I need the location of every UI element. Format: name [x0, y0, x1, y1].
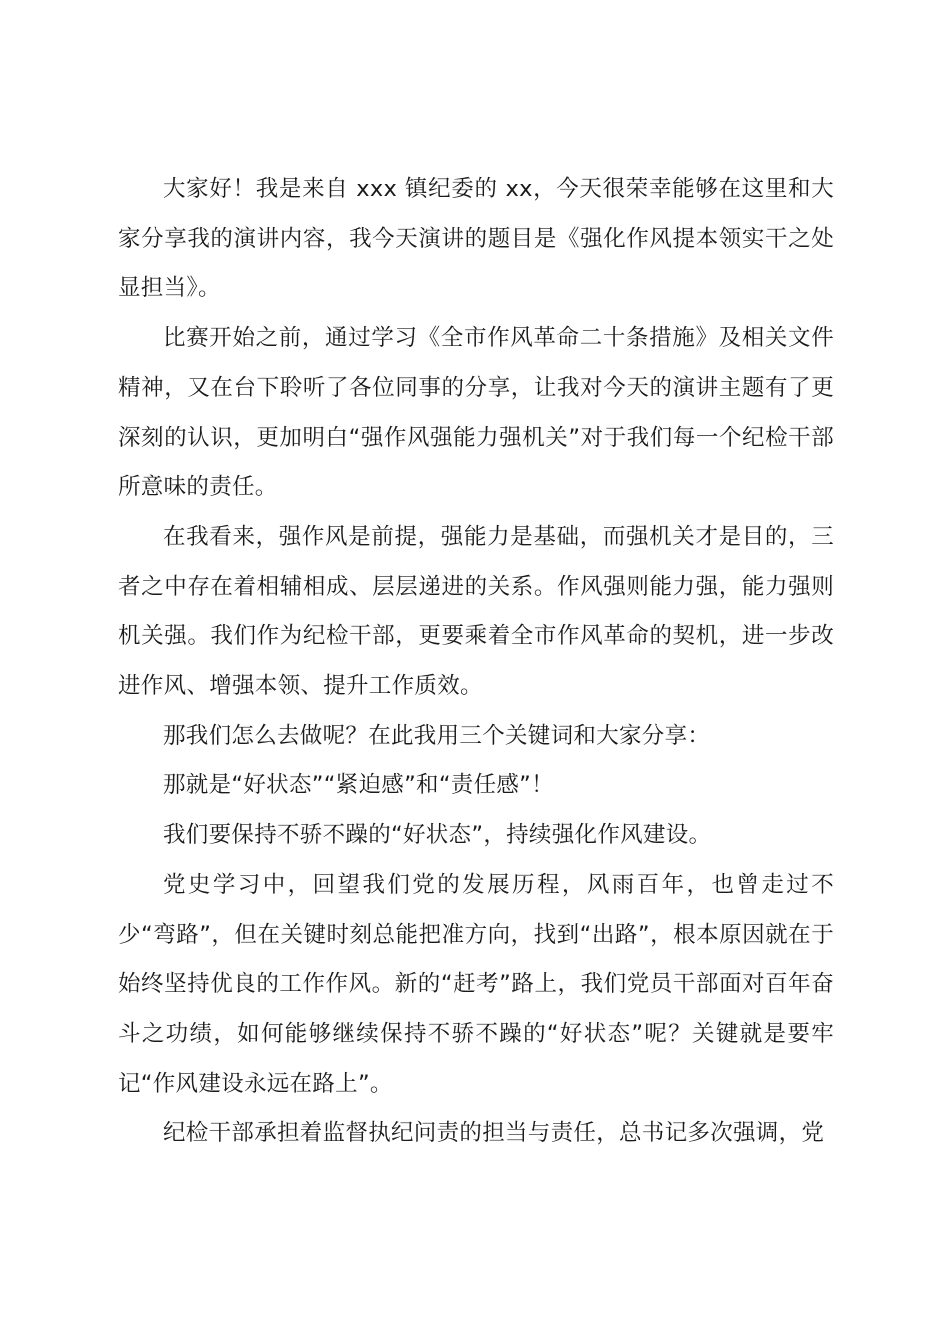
paragraph-duty: 纪检干部承担着监督执纪问责的担当与责任，总书记多次强调，党: [163, 1120, 825, 1147]
paragraph-heading-state: 我们要保持不骄不躁的“好状态”，持续强化作风建设。: [163, 822, 712, 849]
paragraph-study: 比赛开始之前，通过学习《全市作风革命二十条措施》及相关文件精神，又在台下聆听了各位同事的分享，让我对今天的演讲主题有了更深刻的认识，更加明白“强作风强能力强机关”对于我们每一个纪检干部所意味的责任。: [118, 325, 834, 501]
paragraph-greeting: 大家好！我是来自 xxx 镇纪委的 xx，今天很荣幸能够在这里和大家分享我的演讲内容，我今天演讲的题目是《强化作风提本领实干之处显担当》。: [118, 176, 834, 302]
paragraph-history: 党史学习中，回望我们党的发展历程，风雨百年，也曾走过不少“弯路”，但在关键时刻总能把准方向，找到“出路”，根本原因就在于始终坚持优良的工作作风。新的“赶考”路上，我们党员干部面对百年奋斗之功绩，如何能够继续保持不骄不躁的“好状态”呢？关键就是要牢记“作风建设永远在路上”。: [118, 871, 834, 1097]
document-body: [118, 165, 834, 1159]
paragraph-view: 在我看来，强作风是前提，强能力是基础，而强机关才是目的，三者之中存在着相辅相成、层层递进的关系。作风强则能力强，能力强则机关强。我们作为纪检干部，更要乘着全市作风革命的契机，进一步改进作风、增强本领、提升工作质效。: [118, 523, 834, 700]
paragraph-question: 那我们怎么去做呢？在此我用三个关键词和大家分享：: [163, 722, 711, 749]
paragraph-keywords: 那就是“好状态”“紧迫感”和“责任感”！: [163, 772, 554, 799]
